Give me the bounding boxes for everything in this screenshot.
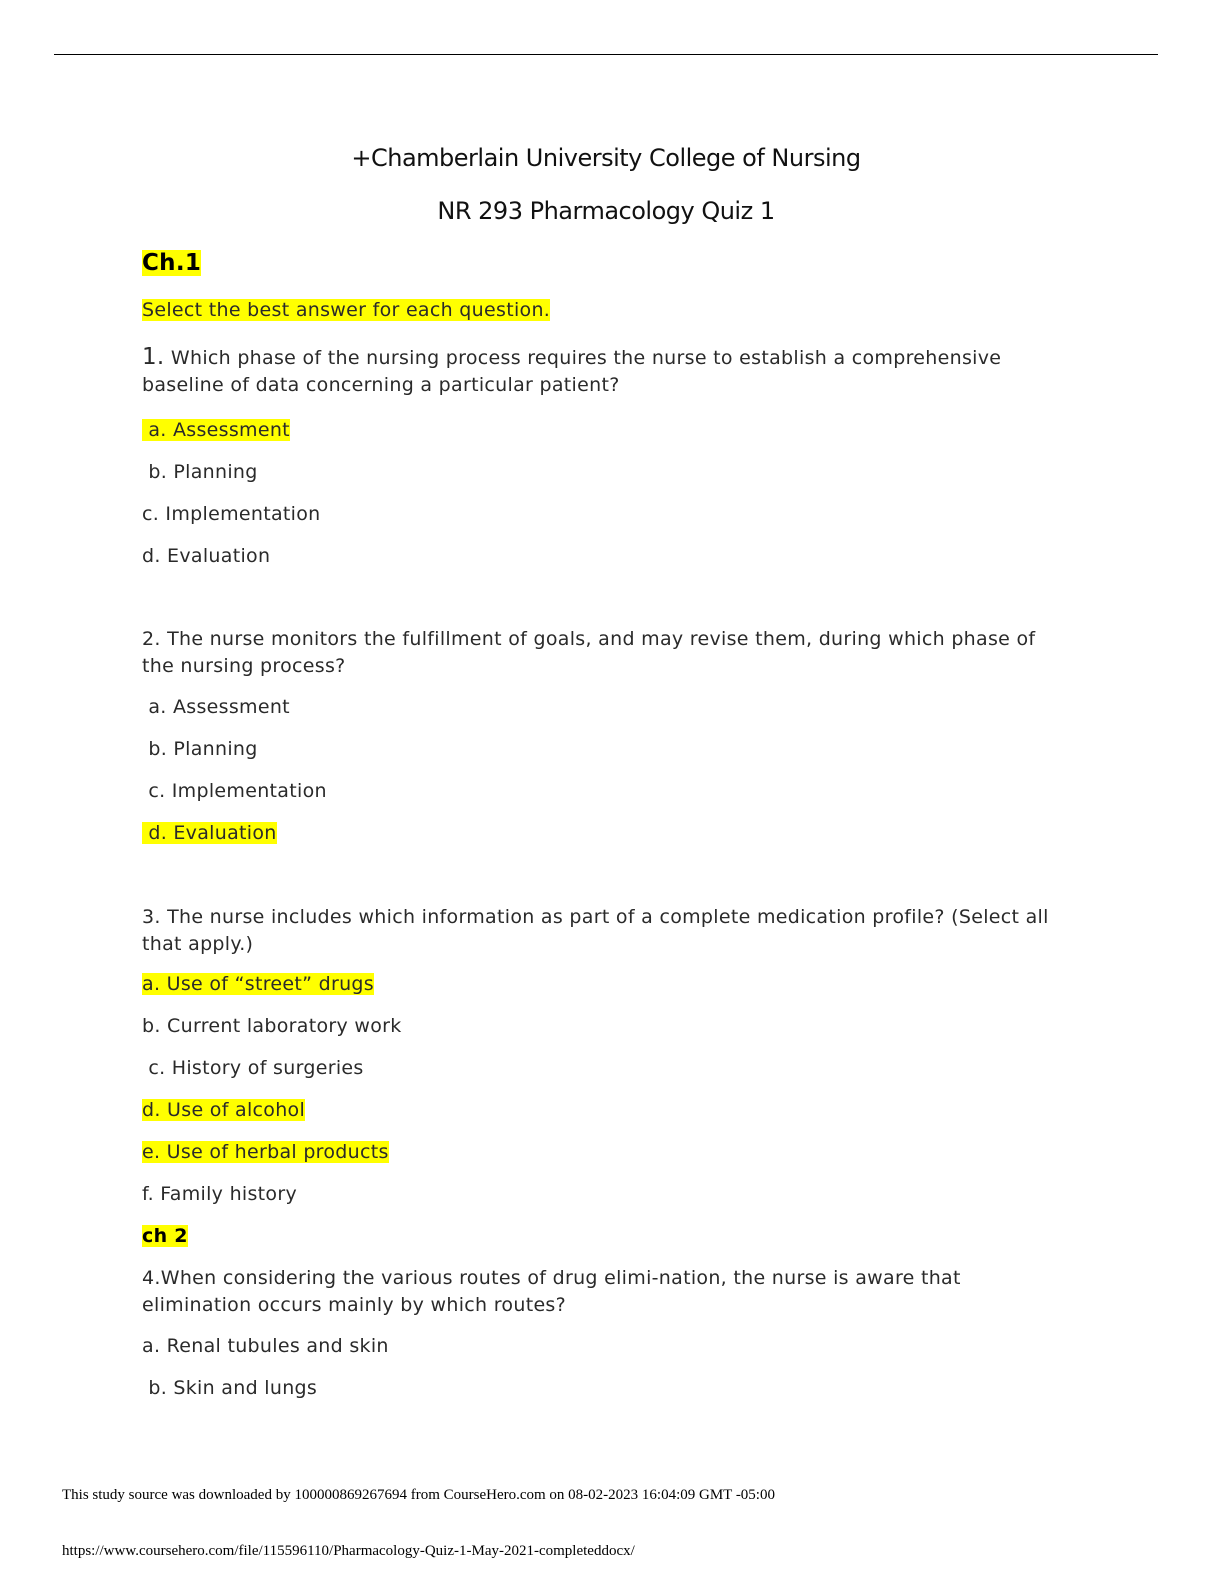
q3-option-f: f. Family history — [142, 1183, 298, 1205]
q1-option-c: c. Implementation — [142, 503, 321, 525]
question-4: 4.When considering the various routes of drug elimi-nation, the nurse is aware that elimination occurs mainly by which routes? — [142, 1267, 961, 1316]
q1-option-b: b. Planning — [142, 461, 258, 483]
q4-option-b: b. Skin and lungs — [142, 1377, 318, 1399]
course-title: NR 293 Pharmacology Quiz 1 — [437, 197, 775, 225]
instruction-line — [142, 299, 550, 321]
question-1 — [142, 344, 1072, 399]
footer-url-link[interactable]: https://www.coursehero.com/file/115596110/Pharmacology-Quiz-1-May-2021-completeddocx/ — [62, 1543, 635, 1559]
q4-option-a: a. Renal tubules and skin — [142, 1335, 389, 1357]
instruction-text: Select the best answer for each question. — [142, 299, 551, 321]
q2-option-d — [142, 822, 277, 844]
chapter-2-heading — [142, 1225, 188, 1247]
question-1-number: 1. — [142, 344, 165, 370]
q3-option-d — [142, 1099, 305, 1121]
top-rule — [54, 54, 1158, 55]
chapter-1-heading — [142, 250, 201, 276]
q3-option-b: b. Current laboratory work — [142, 1015, 402, 1037]
chapter-1-label: Ch.1 — [142, 250, 202, 276]
institution-title: +Chamberlain University College of Nursing — [351, 144, 861, 172]
q2-option-b: b. Planning — [142, 738, 258, 760]
q3-option-a — [142, 973, 374, 995]
q1-option-a — [142, 419, 290, 441]
q3-option-e — [142, 1141, 389, 1163]
q3-option-a-text: a. Use of “street” drugs — [142, 973, 374, 995]
q1-option-d: d. Evaluation — [142, 545, 271, 567]
q3-option-d-text: d. Use of alcohol — [142, 1099, 306, 1121]
q2-option-d-text: d. Evaluation — [142, 822, 277, 844]
footer-source-line: This study source was downloaded by 100000869267694 from CourseHero.com on 08-02-2023 16:04:09 GMT -05:00 — [62, 1487, 775, 1503]
q3-option-e-text: e. Use of herbal products — [142, 1141, 389, 1163]
question-2: 2. The nurse monitors the fulfillment of goals, and may revise them, during which phase of the nursing process? — [142, 628, 1036, 677]
chapter-2-label: ch 2 — [142, 1225, 188, 1247]
q2-option-a: a. Assessment — [142, 696, 290, 718]
question-3: 3. The nurse includes which information as part of a complete medication profile? (Select all that apply.) — [142, 906, 1049, 955]
q2-option-c: c. Implementation — [142, 780, 327, 802]
question-1-text: Which phase of the nursing process requires the nurse to establish a comprehensive baseline of data concerning a particular patient? — [142, 347, 1002, 396]
q1-option-a-text: a. Assessment — [142, 419, 290, 441]
q3-option-c: c. History of surgeries — [142, 1057, 364, 1079]
